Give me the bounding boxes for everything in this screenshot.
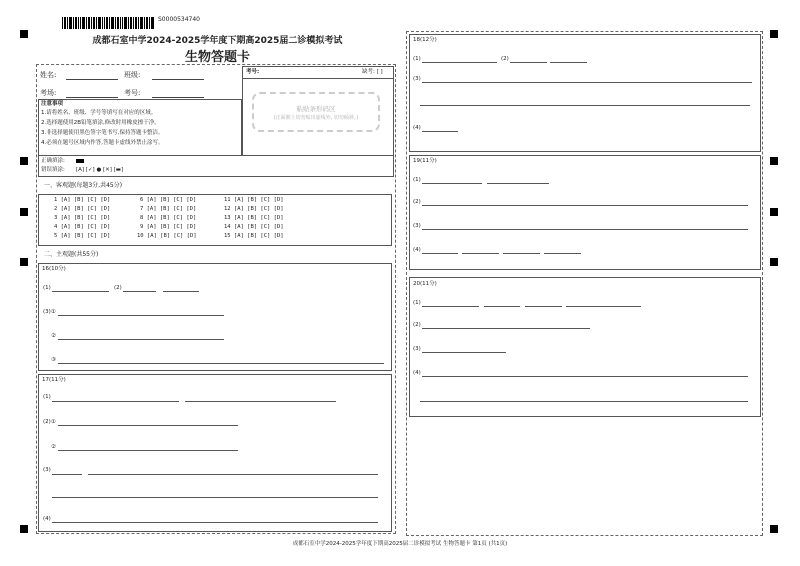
answer-line[interactable] xyxy=(484,306,520,307)
q18-part-label: (4) xyxy=(413,125,421,131)
registration-mark xyxy=(20,525,28,533)
answer-line[interactable] xyxy=(422,306,479,307)
student-id-field[interactable] xyxy=(152,97,204,98)
mcq-question[interactable]: 14 [A] [B] [C] [D] xyxy=(224,224,284,230)
registration-mark xyxy=(770,525,778,533)
q16-part-label: ③ xyxy=(51,357,56,363)
q19-part-label: (1) xyxy=(413,177,421,183)
answer-line[interactable] xyxy=(123,291,156,292)
answer-line[interactable] xyxy=(58,425,238,426)
absent-checkbox[interactable]: 缺考: [ ] xyxy=(362,69,383,75)
name-field[interactable] xyxy=(66,79,118,80)
answer-line[interactable] xyxy=(52,291,109,292)
q16-part-label: (3)① xyxy=(43,309,56,315)
mcq-question[interactable]: 10 [A] [B] [C] [D] xyxy=(137,233,197,239)
barcode-number: S0000534740 xyxy=(158,16,200,23)
answer-line[interactable] xyxy=(422,253,458,254)
q16-box xyxy=(38,263,392,371)
answer-line[interactable] xyxy=(58,363,384,364)
q17-title: 17(11分) xyxy=(42,377,66,383)
mcq-question[interactable]: 8 [A] [B] [C] [D] xyxy=(140,215,197,221)
registration-mark xyxy=(770,258,778,266)
mcq-question[interactable]: 4 [A] [B] [C] [D] xyxy=(54,224,111,230)
answer-line[interactable] xyxy=(487,183,549,184)
registration-mark xyxy=(20,258,28,266)
q18-part-label: (2) xyxy=(501,56,509,62)
barcode-graphic xyxy=(62,17,154,29)
wrong-fill-label: 错误填涂: xyxy=(41,167,65,173)
registration-mark xyxy=(20,208,28,216)
answer-line[interactable] xyxy=(503,253,540,254)
answer-line[interactable] xyxy=(566,306,641,307)
answer-line[interactable] xyxy=(544,253,581,254)
answer-line[interactable] xyxy=(422,205,748,206)
q20-part-label: (4) xyxy=(413,370,421,376)
notice-item: 3.非选择题使用黑色签字笔书写,保持答题卡整洁。 xyxy=(41,130,164,136)
answer-line[interactable] xyxy=(422,183,482,184)
mcq-question[interactable]: 15 [A] [B] [C] [D] xyxy=(224,233,284,239)
q18-part-label: (3) xyxy=(413,76,421,82)
q20-part-label: (1) xyxy=(413,300,421,306)
answer-line[interactable] xyxy=(525,306,562,307)
q19-part-label: (3) xyxy=(413,223,421,229)
notice-item: 2.选择题使用2B铅笔填涂,修改时用橡皮擦干净。 xyxy=(41,120,160,126)
section-subjective-title: 二、主观题(共55分) xyxy=(44,251,99,258)
correct-fill-mark xyxy=(76,159,84,163)
answer-line[interactable] xyxy=(422,352,506,353)
answer-line[interactable] xyxy=(163,291,199,292)
answer-line[interactable] xyxy=(52,474,82,475)
answer-line[interactable] xyxy=(52,497,378,498)
name-label: 姓名: xyxy=(40,71,57,79)
answer-line[interactable] xyxy=(185,401,336,402)
q20-part-label: (3) xyxy=(413,346,421,352)
answer-line[interactable] xyxy=(88,474,378,475)
notice-item: 4.必须在题号区域内作答,答题卡虚线外禁止涂写。 xyxy=(41,140,164,146)
answer-line[interactable] xyxy=(550,62,587,63)
student-id-label: 考号: xyxy=(124,89,141,97)
q19-part-label: (4) xyxy=(413,247,421,253)
sticker-hint: 粘贴条形码区 xyxy=(296,105,336,113)
q17-part-label: ② xyxy=(51,444,56,450)
mcq-question[interactable]: 5 [A] [B] [C] [D] xyxy=(54,233,111,239)
answer-line[interactable] xyxy=(422,62,497,63)
room-field[interactable] xyxy=(66,97,118,98)
q17-part-label: (1) xyxy=(43,394,51,400)
registration-mark xyxy=(20,30,28,38)
answer-line[interactable] xyxy=(462,253,499,254)
q16-part-label: (1) xyxy=(43,285,51,291)
answer-line[interactable] xyxy=(422,82,752,83)
mcq-question[interactable]: 13 [A] [B] [C] [D] xyxy=(224,215,284,221)
correct-fill-label: 正确填涂: xyxy=(41,158,65,164)
answer-line[interactable] xyxy=(422,131,458,132)
registration-mark xyxy=(770,30,778,38)
mcq-question[interactable]: 9 [A] [B] [C] [D] xyxy=(140,224,197,230)
notice-title: 注意事项 xyxy=(41,101,64,107)
class-label: 班级: xyxy=(124,71,141,79)
wrong-fill-marks: [A] [✓] ● [✕] [▬] xyxy=(76,167,124,173)
q16-part-label: ② xyxy=(51,333,56,339)
section-objective-title: 一、客观题(每题3分,共45分) xyxy=(44,182,123,189)
id-box-label: 考号: xyxy=(246,69,260,75)
registration-mark xyxy=(20,157,28,165)
answer-line[interactable] xyxy=(52,401,179,402)
exam-title: 成都石室中学2024-2025学年度下期高2025届二诊模拟考试 xyxy=(92,36,343,46)
answer-line[interactable] xyxy=(420,401,748,402)
answer-line[interactable] xyxy=(422,229,748,230)
mcq-question[interactable]: 2 [A] [B] [C] [D] xyxy=(54,206,111,212)
registration-mark xyxy=(770,157,778,165)
mcq-question[interactable]: 12 [A] [B] [C] [D] xyxy=(224,206,284,212)
answer-line[interactable] xyxy=(422,376,748,377)
q16-part-label: (2) xyxy=(114,285,122,291)
room-label: 考场: xyxy=(40,89,57,97)
class-field[interactable] xyxy=(152,79,204,80)
answer-line[interactable] xyxy=(58,315,224,316)
q17-part-label: (3) xyxy=(43,467,51,473)
notice-box xyxy=(38,99,242,156)
answer-line[interactable] xyxy=(510,62,547,63)
q17-part-label: (4) xyxy=(43,516,51,522)
barcode xyxy=(62,14,154,26)
q18-part-label: (1) xyxy=(413,56,421,62)
mcq-question[interactable]: 11 [A] [B] [C] [D] xyxy=(224,197,284,203)
answer-line[interactable] xyxy=(58,339,224,340)
q17-box xyxy=(38,374,392,532)
q18-box xyxy=(409,34,761,152)
mcq-question[interactable]: 7 [A] [B] [C] [D] xyxy=(140,206,197,212)
q20-box xyxy=(409,277,761,417)
notice-item: 1.请将姓名、班级、学号等填写在对应的区域。 xyxy=(41,110,157,116)
q18-title: 18(12分) xyxy=(413,37,437,43)
registration-mark xyxy=(770,208,778,216)
answer-line[interactable] xyxy=(422,328,590,329)
q19-title: 19(11分) xyxy=(413,158,437,164)
sticker-note: (正面朝上切勿贴出虚线外, 切勿倾斜。) xyxy=(273,115,359,121)
q17-part-label: (2)① xyxy=(43,419,56,425)
answer-line[interactable] xyxy=(58,450,238,451)
q19-part-label: (2) xyxy=(413,199,421,205)
mcq-question[interactable]: 3 [A] [B] [C] [D] xyxy=(54,215,111,221)
answer-line[interactable] xyxy=(420,105,750,106)
q20-title: 20(11分) xyxy=(413,281,437,287)
page-footer: 成都石室中学2024-2025学年度下期高2025届二诊模拟考试 生物答题卡 第1页 (共1页) xyxy=(292,541,508,547)
answer-line[interactable] xyxy=(52,522,378,523)
page-title: 生物答题卡 xyxy=(184,50,250,65)
mcq-question[interactable]: 1 [A] [B] [C] [D] xyxy=(54,197,111,203)
q16-title: 16(10分) xyxy=(42,266,66,272)
mcq-question[interactable]: 6 [A] [B] [C] [D] xyxy=(140,197,197,203)
divider xyxy=(242,78,394,79)
q20-part-label: (2) xyxy=(413,322,421,328)
